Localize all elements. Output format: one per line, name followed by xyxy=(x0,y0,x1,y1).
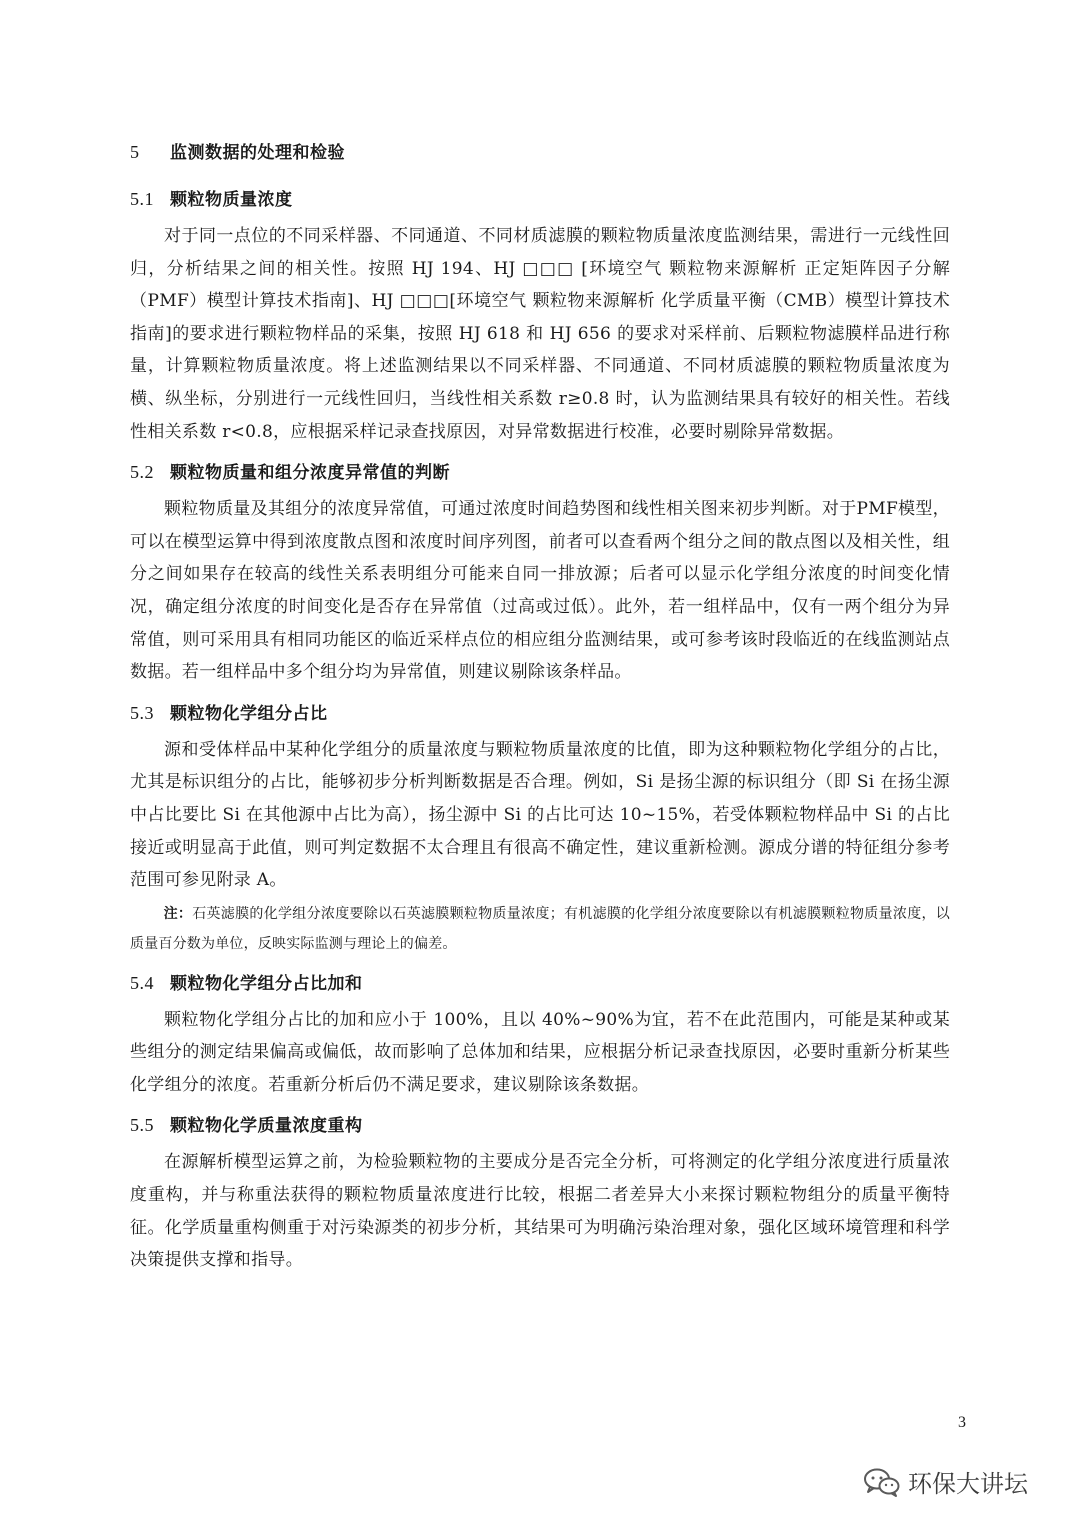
paragraph: 颗粒物质量及其组分的浓度异常值，可通过浓度时间趋势图和线性相关图来初步判断。对于PMF模型，可以在模型运算中得到浓度散点图和浓度时间序列图，前者可以查看两个组分之间的散点图以及相关性，组分之间如果存在较高的线性关系表明组分可能来自同一排放源；后者可以显示化学组分浓度的时间变化情况，确定组分浓度的时间变化是否存在异常值（过高或过低）。此外，若一组样品中，仅有一两个组分为异常值，则可采用具有相同功能区的临近采样点位的相应组分监测结果，或可参考该时段临近的在线监测站点数据。若一组样品中多个组分均为异常值，则建议剔除该条样品。 xyxy=(130,499,950,683)
paragraph: 在源解析模型运算之前，为检验颗粒物的主要成分是否完全分析，可将测定的化学组分浓度进行质量浓度重构，并与称重法获得的颗粒物质量浓度进行比较，根据二者差异大小来探讨颗粒物组分的质量平衡特征。化学质量重构侧重于对污染源类的初步分析，其结果可为明确污染治理对象，强化区域环境管理和科学决策提供支撑和指导。 xyxy=(130,1152,950,1271)
section-5-2-heading xyxy=(130,458,950,483)
section-title: 颗粒物化学组分占比加和 xyxy=(170,973,363,994)
section-5-5 xyxy=(130,1111,950,1276)
section-5-1 xyxy=(130,185,950,448)
section-5-5-heading xyxy=(130,1111,950,1136)
wechat-icon xyxy=(862,1466,902,1498)
section-title: 颗粒物质量和组分浓度异常值的判断 xyxy=(170,463,450,484)
section-5-4 xyxy=(130,969,950,1102)
section-number: 5.3 xyxy=(130,702,154,723)
paragraph: 对于同一点位的不同采样器、不同通道、不同材质滤膜的颗粒物质量浓度监测结果，需进行一元线性回归，分析结果之间的相关性。按照 HJ 194、HJ □□□ [环境空气 颗粒物来源解析 正定矩阵因子分解（PMF）模型计算技术指南]、HJ □□□[环境空气 颗粒物来源解析 化学质量平衡（CMB）模型计算技术指南]的要求进行颗粒物样品的采集，按照 HJ 618 和 HJ 656 的要求对采样前、后颗粒物滤膜样品进行称量，计算颗粒物质量浓度。将上述监测结果以不同采样器、不同通道、不同材质滤膜的颗粒物质量浓度为横、纵坐标，分别进行一元线性回归，当线性相关系数 r≥0.8 时，认为监测结果具有较好的相关性。若线性相关系数 r<0.8，应根据采样记录查找原因，对异常数据进行校准，必要时剔除异常数据。 xyxy=(130,226,950,442)
note-text: 石英滤膜的化学组分浓度要除以石英滤膜颗粒物质量浓度；有机滤膜的化学组分浓度要除以有机滤膜颗粒物质量浓度，以质量百分数为单位，反映实际监测与理论上的偏差。 xyxy=(130,905,950,952)
section-5-4-heading xyxy=(130,969,950,994)
section-number: 5 xyxy=(130,142,140,162)
paragraph: 颗粒物化学组分占比的加和应小于 100%，且以 40%~90%为宜，若不在此范围内，可能是某种或某些组分的测定结果偏高或偏低，故而影响了总体加和结果，应根据分析记录查找原因，必要时重新分析某些化学组分的浓度。若重新分析后仍不满足要求，建议剔除该条数据。 xyxy=(130,1009,950,1095)
section-number: 5.2 xyxy=(130,462,154,483)
section-title: 颗粒物化学质量浓度重构 xyxy=(170,1116,363,1137)
section-number: 5.1 xyxy=(130,189,154,209)
watermark-text: 环保大讲坛 xyxy=(908,1470,1028,1498)
section-5-1-heading xyxy=(130,185,950,210)
watermark xyxy=(862,1464,1028,1499)
section-5-heading xyxy=(130,138,950,163)
section-title: 监测数据的处理和检验 xyxy=(170,143,345,163)
section-number: 5.4 xyxy=(130,972,154,993)
section-title: 颗粒物化学组分占比 xyxy=(170,703,328,724)
paragraph: 源和受体样品中某种化学组分的质量浓度与颗粒物质量浓度的比值，即为这种颗粒物化学组分的占比，尤其是标识组分的占比，能够初步分析判断数据是否合理。例如，Si 是扬尘源的标识组分（即 Si 在扬尘源中占比要比 Si 在其他源中占比为高），扬尘源中 Si 的占比可达 10~15%，若受体颗粒物样品中 Si 的占比接近或明显高于此值，则可判定数据不太合理且有很高不确定性，建议重新检测。源成分谱的特征组分参考范围可参见附录 A。 xyxy=(130,739,950,891)
note xyxy=(130,899,950,959)
note-label: 注： xyxy=(163,905,193,922)
section-title: 颗粒物质量浓度 xyxy=(170,190,293,210)
document-page xyxy=(130,128,950,1283)
section-number: 5.5 xyxy=(130,1115,154,1136)
page-number: 3 xyxy=(958,1414,966,1431)
section-5-2 xyxy=(130,458,950,689)
section-5-3-heading xyxy=(130,699,950,724)
section-5-3 xyxy=(130,699,950,959)
